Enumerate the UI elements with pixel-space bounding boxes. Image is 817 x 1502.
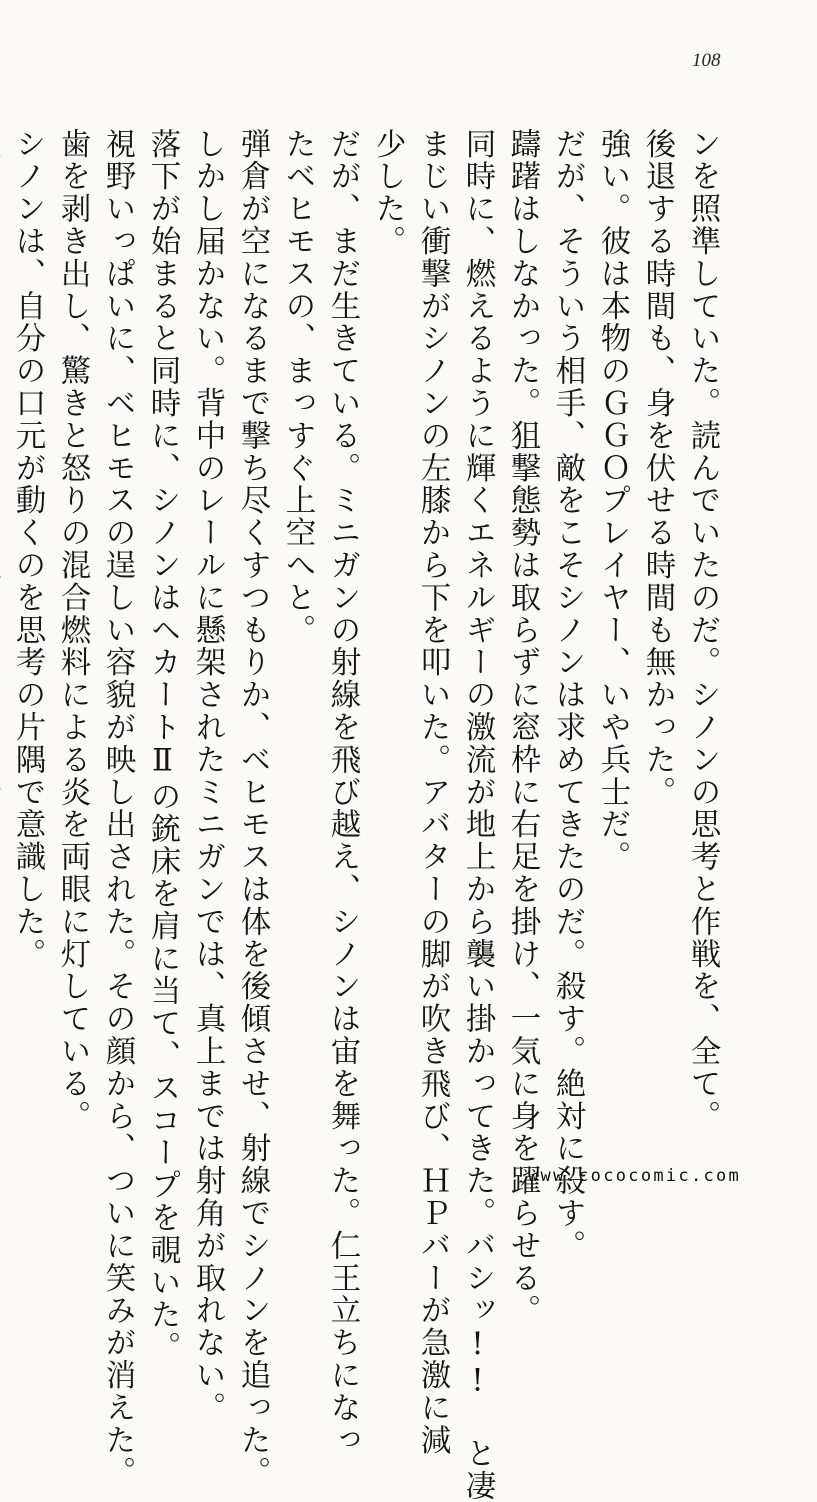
watermark-url: www.cococomic.com [528, 1166, 742, 1186]
text-column: しかし届かない。背中のレールに懸架されたミニガンでは、真上までは射角が取れない。 [190, 128, 225, 1424]
text-column: まじい衝撃がシノンの左膝から下を叩いた。アバターの脚が吹き飛び、ＨＰバーが急激に減 [415, 128, 450, 1457]
text-column: たベヒモスの、まっすぐ上空へと。 [280, 128, 315, 647]
text-column: 視野いっぱいに、ベヒモスの逞しい容貌が映し出された。その顔から、ついに笑みが消えた。 [100, 128, 135, 1489]
text-column: 歯を剥き出し、驚きと怒りの混合燃料による炎を両眼に灯している。 [55, 128, 90, 1133]
text-column: 後退する時間も、身を伏せる時間も無かった。 [640, 128, 675, 809]
text-column: だが、まだ生きている。ミニガンの射線を飛び越え、シノンは宙を舞った。仁王立ちになっ [325, 128, 360, 1457]
page-number: 108 [692, 50, 721, 71]
text-column: 強い。彼は本物のＧＧＯプレイヤー、いや兵士だ。 [595, 128, 630, 874]
text-column: 躊躇はしなかった。狙撃態勢は取らずに窓枠に右足を掛け、一気に身を躍らせる。 [505, 128, 540, 1327]
text-column: シノンは、自分の口元が動くのを思考の片隅で意識した。 [10, 128, 45, 971]
text-column: 落下が始まると同時に、シノンはヘカートⅡの銃床を肩に当て、スコープを覗いた。 [145, 128, 180, 1364]
text-column: 同時に、燃えるように輝くエネルギーの激流が地上から襲い掛かってきた。バシッ!! と凄 [460, 128, 495, 1502]
text-column: 弾倉が空になるまで撃ち尽くすつもりか、ベヒモスは体を後傾させ、射線でシノンを追った。 [235, 128, 270, 1489]
text-column: だが、そういう相手、敵をこそシノンは求めてきたのだ。殺す。絶対に殺す。 [550, 128, 585, 1262]
text-column: ンを照準していた。読んでいたのだ。シノンの思考と作戦を、全て。 [685, 128, 720, 1133]
text-column: 少した。 [370, 128, 405, 258]
